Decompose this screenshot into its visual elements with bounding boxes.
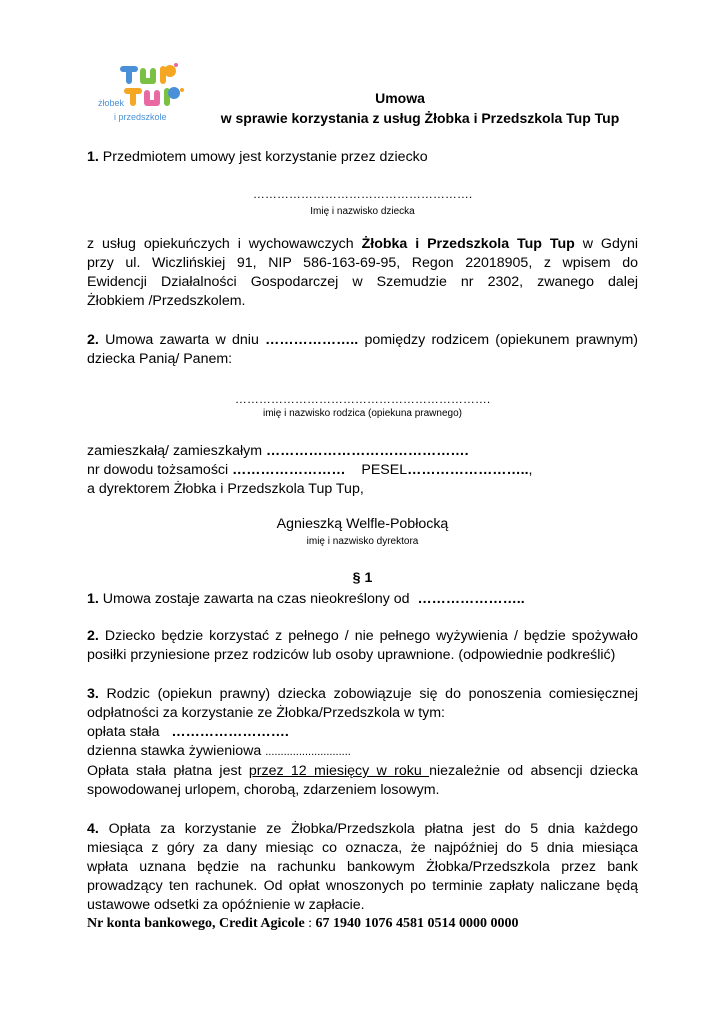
id-pesel-line: nr dowodu tożsamości …………………… PESEL…………………….., bbox=[87, 462, 533, 478]
s3-line-1: 3. Rodzic (opiekun prawny) dziecka zobowiązuje się do ponoszenia comiesięcznej bbox=[87, 686, 638, 702]
bank-label: Nr konta bankowego, Credit Agicole bbox=[87, 916, 305, 931]
s2-line-1: 2. Dziecko będzie korzystać z pełnego / nie pełnego wyżywienia / będzie spożywało bbox=[87, 628, 638, 644]
s2-line-2: posiłki przyniesione przez rodziców lub osoby uprawnione. (odpowiednie podkreślić) bbox=[87, 647, 616, 663]
director-line: a dyrektorem Żłobka i Przedszkola Tup Tup, bbox=[87, 481, 364, 497]
p1-body-line-3: Ewidencji Działalności Gospodarczej w Szemudzie nr 2302, zwanego dalej bbox=[87, 274, 638, 290]
bank-account-line: Nr konta bankowego, Credit Agicole : 67 1940 1076 4581 0514 0000 0000 bbox=[87, 916, 519, 931]
title-line-2: w sprawie korzystania z usług Żłobka i Przedszkola Tup Tup bbox=[220, 110, 620, 126]
logo bbox=[94, 60, 194, 126]
parent-name-caption: imię i nazwisko rodzica (opiekuna prawnego) bbox=[263, 408, 462, 419]
p2-body bbox=[87, 331, 638, 369]
p1-number: 1. bbox=[87, 149, 99, 165]
s3-line-2: odpłatności za korzystanie ze Żłobka/Przedszkola w tym: bbox=[87, 705, 445, 721]
p1-text: Przedmiotem umowy jest korzystanie przez dziecko bbox=[102, 149, 428, 165]
p1-intro bbox=[87, 148, 638, 167]
p1-body bbox=[87, 235, 638, 311]
logo-subtext-1: żłobek bbox=[98, 98, 125, 108]
s4-body bbox=[87, 820, 638, 915]
s4-line-2: miesiąca z góry za dany miesiąc co oznacza, że najpóźniej do 5 dnia miesiąca bbox=[87, 840, 638, 856]
p2-line-1: 2. Umowa zawarta w dniu ……………….. pomiędzy rodzicem (opiekunem prawnym) bbox=[87, 332, 638, 348]
p2-line-2: dziecka Panią/ Panem: bbox=[87, 351, 233, 367]
s3-line-5: Opłata stała płatna jest przez 12 miesięcy w roku niezależnie od absencji dziecka bbox=[87, 763, 638, 779]
section-heading: § 1 bbox=[352, 570, 373, 586]
s1-line: 1. Umowa zostaje zawarta na czas nieokreślony od ………………….. bbox=[87, 591, 525, 607]
bank-number: 67 1940 1076 4581 0514 0000 0000 bbox=[315, 916, 519, 931]
title-line-1: Umowa bbox=[375, 90, 425, 106]
s4-line-4: prowadzący ten rachunek. Od opłat wnoszonych po terminie zapłaty naliczane będą bbox=[87, 878, 638, 894]
parent-name-dots: ………………………………………………………. bbox=[234, 392, 491, 406]
director-name: Agnieszką Welfle-Pobłocką bbox=[276, 516, 449, 532]
parent-details bbox=[87, 442, 638, 499]
s4-line-3: wpłata uznana będzie na rachunku bankowym Żłobka/Przedszkola przez bank bbox=[87, 859, 638, 875]
address-line: zamieszkałą/ zamieszkałym ……………………………………. bbox=[87, 443, 469, 459]
p1-body-line-4: Żłobkiem /Przedszkolem. bbox=[87, 293, 246, 309]
s3-body bbox=[87, 685, 638, 800]
child-name-caption: Imię i nazwisko dziecka bbox=[310, 206, 415, 217]
child-name-dots: ………………………………………………. bbox=[252, 187, 473, 201]
logo-subtext-2: i przedszkole bbox=[114, 112, 167, 122]
s4-line-5: ustawowe odsetki za opóźnienie w zapłacie. bbox=[87, 897, 365, 913]
director-caption: imię i nazwisko dyrektora bbox=[306, 536, 419, 547]
p1-body-line-1: z usług opiekuńczych i wychowawczych Żłobka i Przedszkola Tup Tup w Gdyni bbox=[87, 236, 638, 252]
s3-line-6: spowodowanej urlopem, chorobą, zdarzeniem losowym. bbox=[87, 782, 440, 798]
s3-fee-line: opłata stała ……………………. bbox=[87, 724, 289, 740]
logo-graphic bbox=[94, 60, 194, 126]
s4-line-1: 4. Opłata za korzystanie ze Żłobka/Przedszkola płatna jest do 5 dnia każdego bbox=[87, 821, 638, 837]
s3-food-line: dzienna stawka żywieniowa ............................ bbox=[87, 743, 351, 759]
s2-body bbox=[87, 627, 638, 665]
p1-body-line-2: przy ul. Wiczlińskiej 91, NIP 586-163-69-95, Regon 22018905, z wpisem do bbox=[87, 255, 638, 271]
